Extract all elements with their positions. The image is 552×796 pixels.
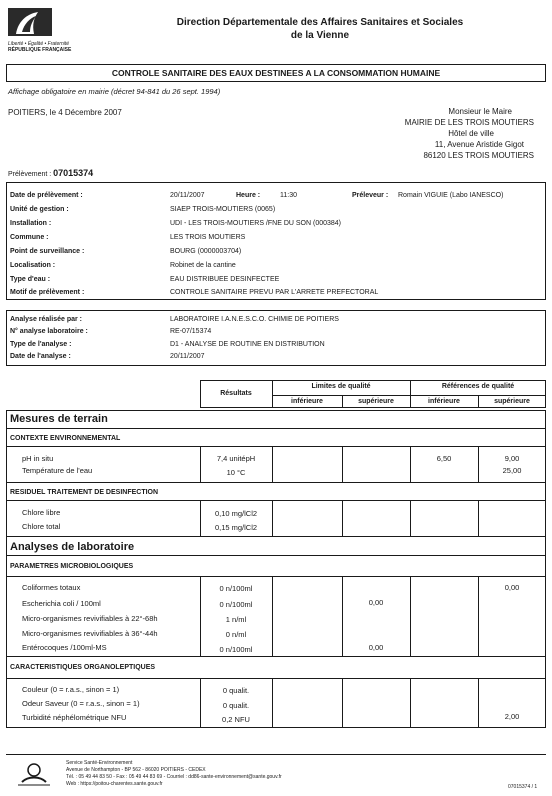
sample-row-value: UDI - LES TROIS-MOUTIERS /FNE DU SON (000384)	[170, 220, 342, 227]
param-ecoli-label: Escherichia coli / 100ml	[22, 599, 101, 608]
prelevement-id	[8, 168, 93, 178]
sample-heure-label: Heure :	[236, 192, 261, 199]
param-temp-ref-sup: 25,00	[502, 466, 522, 475]
sample-row-label: Localisation :	[10, 262, 56, 269]
sample-row-label: Type d'eau :	[10, 276, 51, 283]
sample-row-label: Unité de gestion :	[10, 206, 69, 213]
col-ref-sup: supérieure	[494, 398, 530, 405]
param-ecoli-lim-sup: 0,00	[368, 598, 384, 607]
param-entero-label: Entérocoques /100ml-MS	[22, 643, 107, 652]
analysis-row-label: N° analyse laboratoire :	[10, 328, 88, 335]
param-couleur-value: 0 qualit.	[222, 686, 250, 695]
param-chlore-libre-label: Chlore libre	[22, 508, 61, 517]
param-temp-label: Température de l'eau	[22, 466, 93, 475]
param-ph-value: 7,4 unitépH	[216, 454, 256, 463]
sample-heure: 11:30	[280, 192, 297, 199]
sample-row-value: EAU DISTRIBUEE DESINFECTEE	[170, 276, 280, 283]
param-coliformes-label: Coliformes totaux	[22, 583, 81, 592]
prelevement-label: Prélèvement :	[8, 171, 52, 178]
analysis-row-value: RE-07/15374	[170, 328, 212, 335]
param-odeur-label: Odeur Saveur (0 = r.a.s., sinon = 1)	[22, 699, 140, 708]
sample-preleveur: Romain VIGUIE (Labo IANESCO)	[398, 192, 504, 199]
org-line2: de la Vienne	[290, 30, 350, 41]
section-mesures-terrain: Mesures de terrain	[10, 413, 108, 425]
param-ecoli-value: 0 n/100ml	[219, 600, 253, 609]
analysis-row-value: 20/11/2007	[170, 353, 205, 360]
col-limites: Limites de qualité	[311, 383, 371, 390]
republic-logo	[8, 8, 78, 52]
footer-line4: Web : https://poitou-charentes.sante.gouv.fr	[66, 781, 163, 787]
recipient-line2: MAIRIE DE LES TROIS MOUTIERS	[404, 118, 534, 127]
recipient-line1: Monsieur le Maire	[448, 107, 512, 116]
col-references: Références de qualité	[441, 383, 515, 390]
param-coliformes-value: 0 n/100ml	[219, 584, 253, 593]
param-chlore-total-label: Chlore total	[22, 522, 61, 531]
param-temp-value: 10 °C	[226, 468, 246, 477]
sample-row-value: BOURG (0000003704)	[170, 248, 242, 255]
param-coliformes-ref-sup: 0,00	[504, 583, 520, 592]
param-turb-label: Turbidité néphélométrique NFU	[22, 713, 127, 722]
subsection-residuel: RESIDUEL TRAITEMENT DE DESINFECTION	[10, 489, 159, 496]
param-micro22-label: Micro-organismes revivifiables à 22°-68h	[22, 614, 158, 623]
republic-name: RÉPUBLIQUE FRANÇAISE	[8, 47, 72, 53]
sample-date: 20/11/2007	[170, 192, 205, 199]
param-ph-label: pH in situ	[22, 454, 54, 463]
sample-date-label: Date de prélèvement :	[10, 192, 83, 199]
param-chlore-libre-value: 0,10 mg/lCl2	[214, 509, 258, 518]
sample-preleveur-label: Préleveur :	[352, 192, 389, 199]
param-micro36-value: 0 n/ml	[225, 630, 247, 639]
param-micro36-label: Micro-organismes revivifiables à 36°-44h	[22, 629, 158, 638]
sample-row-value: CONTROLE SANITAIRE PREVU PAR L'ARRETE PREFECTORAL	[170, 289, 379, 296]
param-ph-ref-inf: 6,50	[436, 454, 452, 463]
param-turb-ref-sup: 2,00	[504, 712, 520, 721]
subsection-microbio: PARAMETRES MICROBIOLOGIQUES	[10, 563, 134, 570]
analysis-row-label: Date de l'analyse :	[10, 353, 71, 360]
recipient-line5: 86120 LES TROIS MOUTIERS	[423, 151, 534, 160]
analysis-row-value: D1 - ANALYSE DE ROUTINE EN DISTRIBUTION	[170, 341, 325, 348]
place-date: POITIERS, le 4 Décembre 2007	[8, 108, 122, 117]
sample-row-label: Motif de prélèvement :	[10, 289, 85, 296]
page-title: CONTROLE SANITAIRE DES EAUX DESTINEES A LA CONSOMMATION HUMAINE	[111, 68, 441, 78]
col-ref-inf: inférieure	[428, 398, 460, 405]
recipient-line4: 11, Avenue Aristide Gigot	[434, 140, 524, 149]
analysis-row-label: Type de l'analyse :	[10, 341, 72, 348]
sample-row-label: Commune :	[10, 234, 49, 241]
col-limite-sup: supérieure	[358, 398, 394, 405]
prelevement-value: 07015374	[53, 168, 94, 178]
marianne-logo-icon	[8, 8, 52, 36]
param-odeur-value: 0 qualit.	[222, 701, 250, 710]
analysis-row-label: Analyse réalisée par :	[10, 316, 82, 323]
sample-row-value: Robinet de la cantine	[170, 262, 236, 269]
section-analyses-laboratoire: Analyses de laboratoire	[10, 541, 135, 553]
subsection-contexte: CONTEXTE ENVIRONNEMENTAL	[10, 435, 121, 442]
footer-line2: Avenue de Northampton - BP 562 - 86020 POITIERS - CEDEX	[66, 767, 206, 773]
page-number: 07015374 / 1	[508, 784, 538, 790]
col-limite-inf: inférieure	[291, 398, 323, 405]
analysis-row-value: LABORATOIRE I.A.N.E.S.C.O. CHIMIE DE POITIERS	[170, 316, 339, 323]
recipient-block	[330, 106, 534, 161]
param-micro22-value: 1 n/ml	[225, 615, 247, 624]
param-couleur-label: Couleur (0 = r.a.s., sinon = 1)	[22, 685, 120, 694]
param-entero-value: 0 n/100ml	[219, 645, 253, 654]
recipient-line3: Hôtel de ville	[448, 129, 494, 138]
footer-line3: Tél. : 05 49 44 83 50 - Fax : 05 49 44 83 69 - Courriel : dd86-sante-environnement@sante.gouv.fr	[66, 774, 282, 780]
sample-row-value: SIAEP TROIS-MOUTIERS (0065)	[170, 206, 276, 213]
org-title	[120, 16, 520, 42]
subsection-organo: CARACTERISTIQUES ORGANOLEPTIQUES	[10, 664, 156, 671]
param-turb-value: 0,2 NFU	[222, 715, 250, 724]
footer-address	[66, 760, 282, 788]
sample-row-label: Installation :	[10, 220, 52, 227]
param-ph-ref-sup: 9,00	[504, 454, 520, 463]
param-entero-lim-sup: 0,00	[368, 643, 384, 652]
footer-line1: Service Santé-Environnement	[66, 760, 133, 766]
republic-motto: Liberté • Égalité • Fraternité	[8, 41, 70, 47]
col-resultats: Résultats	[220, 390, 252, 397]
health-logo-icon	[14, 762, 54, 786]
footer-logo	[14, 762, 54, 786]
param-chlore-total-value: 0,15 mg/lCl2	[214, 523, 258, 532]
org-line1: Direction Départementale des Affaires Sanitaires et Sociales	[176, 17, 464, 28]
sample-row-label: Point de surveillance :	[10, 248, 85, 255]
mandatory-notice: Affichage obligatoire en mairie (décret 94-841 du 26 sept. 1994)	[8, 87, 221, 96]
sample-row-value: LES TROIS MOUTIERS	[170, 234, 246, 241]
